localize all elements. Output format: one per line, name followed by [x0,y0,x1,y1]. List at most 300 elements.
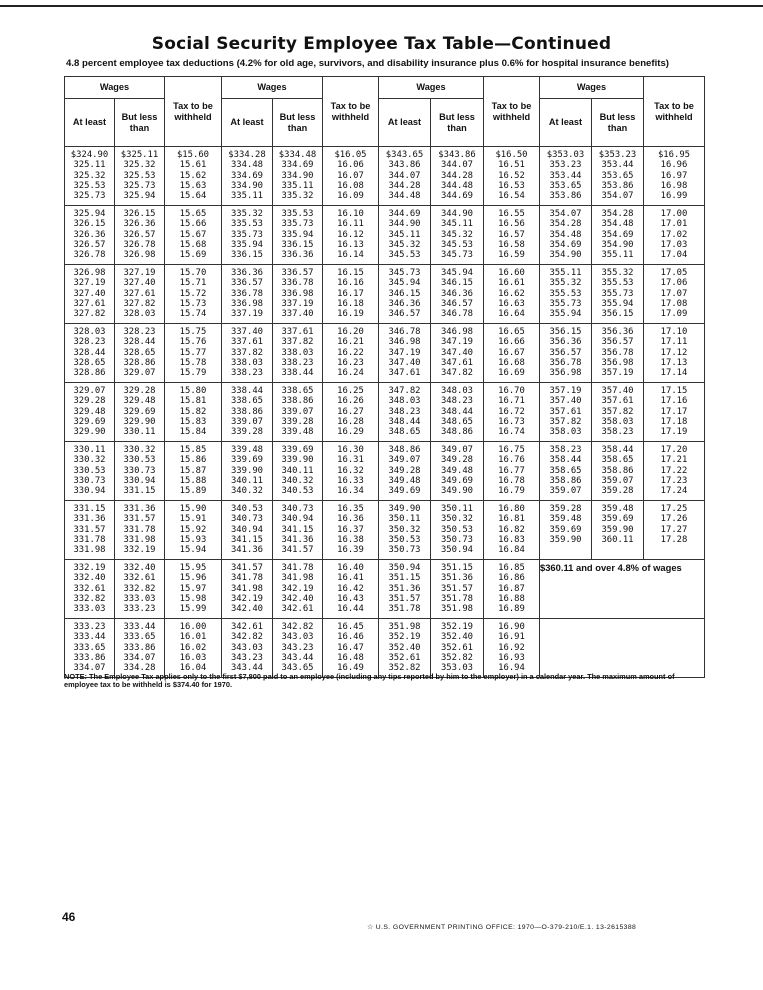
table-value: 16.94 [498,663,525,674]
table-value: 345.32 [440,229,474,240]
table-value: 17.04 [660,250,688,261]
cell-at-least-2 [222,206,273,265]
table-value: 16.82 [498,524,525,535]
table-value: 336.98 [230,298,264,309]
cell-but-less-than-3 [431,147,484,206]
table-value: 345.11 [388,229,421,240]
table-value: $16.05 [334,150,367,160]
table-value: 16.79 [498,486,525,497]
table-value: 335.94 [230,239,264,250]
table-value: 16.81 [498,514,525,525]
table-value: 336.78 [230,288,264,299]
table-value: 16.25 [337,386,364,396]
table-value: 358.44 [601,445,634,455]
table-value: 328.65 [73,357,106,368]
table-value: 16.59 [498,250,525,261]
cell-but-less-than-4 [592,501,644,560]
page-number: 46 [62,910,76,924]
table-value: 325.73 [73,191,106,202]
table-value: 343.86 [388,160,421,171]
table-value: 15.86 [179,455,207,466]
table-value: 354.69 [601,229,634,240]
table-value: 17.23 [660,475,688,486]
table-value: 327.61 [123,288,156,299]
cell-but-less-than-2 [273,206,323,265]
table-value: 337.40 [281,309,314,320]
cell-at-least-1 [65,560,115,619]
table-value: 15.92 [179,524,207,535]
table-value: 340.73 [230,514,264,525]
table-value: 356.78 [549,357,582,368]
table-value: 331.15 [73,504,106,514]
page-title: Social Security Employee Tax Table—Continued [151,34,612,54]
table-value: 349.48 [440,465,474,476]
table-value: 360.11 [601,534,634,545]
table-value: $325.11 [120,150,159,160]
table-value: $353.23 [598,150,637,160]
table-value: 338.23 [281,357,314,368]
table-value: 15.74 [179,309,207,320]
table-value: 15.95 [179,563,207,573]
table-value: 327.82 [123,298,156,309]
at-least-header-2: At least [222,99,273,147]
table-value: 17.24 [660,486,688,497]
cell-at-least-3 [379,442,431,501]
table-value: 15.72 [179,288,207,299]
table-row [65,383,705,442]
table-value: 15.84 [179,427,207,438]
table-value: 16.53 [498,180,525,191]
table-value: 344.28 [440,170,474,181]
table-value: 349.48 [388,475,421,486]
table-value: 330.53 [73,465,106,476]
table-value: 16.15 [337,268,364,278]
table-value: 351.15 [388,573,421,584]
cell-but-less-than-2 [273,442,323,501]
table-value: 336.57 [230,278,264,289]
table-value: $334.28 [228,150,266,160]
table-value: 349.07 [440,445,474,455]
table-value: 340.53 [281,486,314,497]
table-value: 359.69 [549,524,582,535]
table-value: 348.44 [440,406,474,417]
table-value: 17.19 [660,427,688,438]
cell-at-least-2 [222,147,273,206]
table-value: 337.19 [230,309,264,320]
table-value: 17.06 [660,278,688,289]
table-value: 16.98 [660,180,688,191]
table-value: 16.61 [498,278,525,289]
cell-but-less-than-3 [431,324,484,383]
table-value: 351.78 [440,593,474,604]
table-value: 351.57 [388,593,421,604]
table-value: 325.53 [123,170,156,181]
tax-withheld-header-3: Tax to be withheld [484,77,540,147]
table-value: 351.36 [440,573,474,584]
table-value: 15.73 [179,298,207,309]
table-value: 353.65 [549,180,582,191]
table-value: 329.69 [73,416,106,427]
table-value: 336.15 [230,250,264,261]
table-value: 346.98 [440,327,474,337]
table-value: 330.94 [123,475,156,486]
cell-but-less-than-3 [431,442,484,501]
table-value: 16.49 [337,663,364,674]
table-value: 352.61 [388,652,421,663]
table-value: 16.19 [337,309,364,320]
table-value: 332.61 [73,583,106,594]
table-value: 334.90 [230,180,264,191]
cell-at-least-2 [222,501,273,560]
cell-at-least-3 [379,501,431,560]
table-value: 328.44 [73,347,106,358]
table-value: 351.36 [388,583,421,594]
table-value: 16.10 [337,209,364,219]
table-value: 17.07 [660,288,688,299]
cell-at-least-1 [65,383,115,442]
table-value: 358.86 [601,465,634,476]
table-value: 334.07 [123,652,156,663]
table-value: 15.76 [179,337,207,348]
cell-at-least-1 [65,206,115,265]
table-value: 334.28 [123,663,156,674]
table-value: 339.90 [230,465,264,476]
cell-tax-withheld-3 [484,265,540,324]
table-value: 345.94 [388,278,421,289]
cell-but-less-than-1 [115,560,165,619]
tax-table [64,76,705,678]
table-value: 16.28 [337,416,364,427]
table-value: 17.14 [660,368,688,379]
table-value: 348.03 [440,386,474,396]
table-value: 357.40 [601,386,634,396]
table-value: 328.44 [123,337,156,348]
table-value: 16.67 [498,347,525,358]
table-value: 17.21 [660,455,688,466]
table-value: 326.57 [123,229,156,240]
cell-tax-withheld-3 [484,619,540,678]
table-value: 17.10 [660,327,688,337]
table-value: 338.44 [230,386,264,396]
table-value: 15.66 [179,219,207,230]
table-value: 16.30 [337,445,364,455]
cell-tax-withheld-2 [323,560,379,619]
table-value: 15.93 [179,534,207,545]
table-value: 329.90 [123,416,156,427]
table-value: 16.12 [337,229,364,240]
table-value: 329.07 [73,386,106,396]
table-value: 16.20 [337,327,364,337]
table-value: 331.98 [73,545,106,556]
table-header [65,77,705,147]
table-value: 326.78 [73,250,106,261]
table-value: 352.82 [388,663,421,674]
table-value: 16.52 [498,170,525,181]
table-value: 340.11 [230,475,264,486]
cell-but-less-than-1 [115,501,165,560]
table-value: 16.36 [337,514,364,525]
table-value: 358.44 [549,455,582,466]
table-value: 327.82 [73,309,106,320]
table-value: 17.00 [660,209,688,219]
table-value: 331.36 [73,514,106,525]
cell-at-least-4 [540,501,592,560]
table-value: 328.65 [123,347,156,358]
table-value: 16.92 [498,642,525,653]
table-value: 346.36 [440,288,474,299]
table-value: 17.17 [660,406,688,417]
table-value: 348.03 [388,396,421,407]
table-value: 16.47 [337,642,364,653]
table-value: 345.32 [388,239,421,250]
cell-at-least-2 [222,324,273,383]
table-row [65,206,705,265]
table-value: 338.23 [230,368,264,379]
table-value: 16.48 [337,652,364,663]
cell-but-less-than-2 [273,501,323,560]
cell-at-least-2 [222,265,273,324]
table-value: 326.98 [73,268,106,278]
wages-group-header-1: Wages [65,77,165,99]
table-value: 328.86 [123,357,156,368]
cell-at-least-1 [65,619,115,678]
table-value: 339.28 [281,416,314,427]
cell-tax-withheld-1 [165,206,222,265]
table-value: 330.73 [73,475,106,486]
table-value: 15.79 [179,368,207,379]
cell-at-least-2 [222,619,273,678]
table-value: 348.86 [440,427,474,438]
table-value: 350.94 [440,545,474,556]
table-value: 348.65 [388,427,421,438]
cell-but-less-than-4 [592,206,644,265]
table-value: 352.19 [440,622,474,632]
table-value: 333.65 [123,632,156,643]
cell-but-less-than-1 [115,206,165,265]
table-value: 345.53 [440,239,474,250]
table-value: 356.15 [549,327,582,337]
table-value: 333.03 [73,604,106,615]
table-value: 326.15 [73,219,106,230]
cell-at-least-1 [65,324,115,383]
table-value: 355.94 [601,298,634,309]
table-value: 342.82 [281,622,314,632]
table-value: 344.90 [440,209,474,219]
table-value: 350.53 [388,534,421,545]
table-value: 16.11 [337,219,364,230]
table-value: 330.94 [73,486,106,497]
table-value: 15.91 [179,514,207,525]
table-value: 328.86 [73,368,106,379]
table-value: 359.07 [549,486,582,497]
table-value: $16.50 [495,150,528,160]
table-value: 356.36 [601,327,634,337]
tax-withheld-header-2: Tax to be withheld [323,77,379,147]
table-value: 16.99 [660,191,688,202]
table-value: 15.75 [179,327,207,337]
table-value: 342.82 [230,632,264,643]
table-value: 326.36 [73,229,106,240]
table-value: 337.19 [281,298,314,309]
table-value: 16.76 [498,455,525,466]
table-value: 17.08 [660,298,688,309]
table-value: 356.78 [601,347,634,358]
table-value: 15.70 [179,268,207,278]
table-value: 340.94 [281,514,314,525]
table-value: 339.48 [230,445,264,455]
table-value: 347.61 [388,368,421,379]
tax-withheld-header-4: Tax to be withheld [644,77,705,147]
table-value: 354.90 [601,239,634,250]
table-value: 15.83 [179,416,207,427]
table-value: 355.73 [601,288,634,299]
cell-tax-withheld-2 [323,324,379,383]
table-value: 338.65 [230,396,264,407]
table-value: 16.46 [337,632,364,643]
cell-at-least-3 [379,560,431,619]
table-value: 15.98 [179,593,207,604]
table-value: 17.28 [660,534,688,545]
cell-but-less-than-1 [115,324,165,383]
cell-tax-withheld-4 [644,501,705,560]
cell-but-less-than-1 [115,265,165,324]
wages-group-header-2: Wages [222,77,323,99]
table-value: 343.44 [230,663,264,674]
table-value: 335.53 [281,209,314,219]
table-value: 350.73 [440,534,474,545]
table-row [65,619,705,678]
table-value: 325.94 [73,209,106,219]
table-value: 15.63 [179,180,207,191]
table-value: 350.94 [388,563,421,573]
table-value: 15.90 [179,504,207,514]
cell-tax-withheld-1 [165,560,222,619]
table-value: 352.40 [440,632,474,643]
table-value: 329.90 [73,427,106,438]
table-value: 330.11 [73,445,106,455]
table-value: $353.03 [546,150,585,160]
table-value: 332.19 [123,545,156,556]
table-value: 16.27 [337,406,364,417]
cell-tax-withheld-1 [165,442,222,501]
table-value: 351.15 [440,563,474,573]
wages-group-header-4: Wages [540,77,644,99]
table-value: 329.28 [73,396,106,407]
table-value: 345.73 [440,250,474,261]
table-subtitle: 4.8 percent employee tax deductions (4.2% for old age, survivors, and disability insurance plus 0.6% for hospital insurance benefits) [66,58,669,69]
table-value: 16.75 [498,445,525,455]
table-value: 353.65 [601,170,634,181]
table-value: 349.69 [388,486,421,497]
table-value: 353.86 [549,191,582,202]
table-value: 15.69 [179,250,207,261]
table-value: 350.53 [440,524,474,535]
table-value: 355.53 [601,278,634,289]
table-value: 17.13 [660,357,688,368]
table-value: 331.36 [123,504,156,514]
table-value: 344.69 [440,191,474,202]
table-value: 16.71 [498,396,525,407]
cell-tax-withheld-2 [323,147,379,206]
table-value: 325.32 [123,160,156,171]
cell-tax-withheld-1 [165,383,222,442]
table-value: 332.82 [73,593,106,604]
tax-table-container [64,76,704,674]
table-value: 351.98 [388,622,421,632]
cell-at-least-4 [540,383,592,442]
table-value: 16.00 [179,622,207,632]
table-value: 16.91 [498,632,525,643]
cell-at-least-2 [222,383,273,442]
table-value: 337.82 [281,337,314,348]
table-value: 333.23 [123,604,156,615]
table-value: 16.37 [337,524,364,535]
table-value: 357.82 [601,406,634,417]
cell-but-less-than-4 [592,147,644,206]
cell-tax-withheld-2 [323,383,379,442]
table-value: 334.48 [230,160,264,171]
table-value: 348.65 [440,416,474,427]
table-value: 329.48 [73,406,106,417]
table-value: 348.86 [388,445,421,455]
table-value: 353.03 [440,663,474,674]
cell-but-less-than-1 [115,619,165,678]
cell-at-least-3 [379,324,431,383]
table-value: 354.28 [549,219,582,230]
cell-tax-withheld-4 [644,147,705,206]
table-value: 16.66 [498,337,525,348]
but-less-than-header-1: But less than [115,99,165,147]
table-value: 343.03 [281,632,314,643]
table-value: 359.48 [549,514,582,525]
table-value: 16.01 [179,632,207,643]
cell-tax-withheld-4 [644,442,705,501]
table-value: 335.73 [281,219,314,230]
table-value: 16.43 [337,593,364,604]
table-value: 349.69 [440,475,474,486]
cell-at-least-4 [540,442,592,501]
table-value: 350.73 [388,545,421,556]
table-value: 340.32 [281,475,314,486]
table-value: 356.57 [601,337,634,348]
table-value: 355.53 [549,288,582,299]
tax-withheld-header-1: Tax to be withheld [165,77,222,147]
table-value: 343.44 [281,652,314,663]
table-value: 16.41 [337,573,364,584]
wages-group-header-3: Wages [379,77,484,99]
table-value: 359.28 [549,504,582,514]
table-value: 343.23 [281,642,314,653]
table-value: 16.16 [337,278,364,289]
table-value: 357.19 [549,386,582,396]
table-value: 16.93 [498,652,525,663]
table-value: 357.40 [549,396,582,407]
table-value: 341.36 [281,534,314,545]
table-value: 15.80 [179,386,207,396]
table-row [65,560,705,619]
table-value: 347.82 [440,368,474,379]
table-value: 346.98 [388,337,421,348]
table-value: 338.86 [230,406,264,417]
table-value: 347.19 [440,337,474,348]
table-value: 333.03 [123,593,156,604]
table-value: 351.57 [440,583,474,594]
table-value: 15.77 [179,347,207,358]
footnote: NOTE: The Employee Tax applies only to the first $7,800 paid to an employee (including any tips reported by him to the employer) in a calendar year. The maximum amount of employee tax to be withheld is $374.40 for 1970. [64,672,675,690]
table-value: 16.58 [498,239,525,250]
table-value: 16.72 [498,406,525,417]
table-value: 16.74 [498,427,525,438]
